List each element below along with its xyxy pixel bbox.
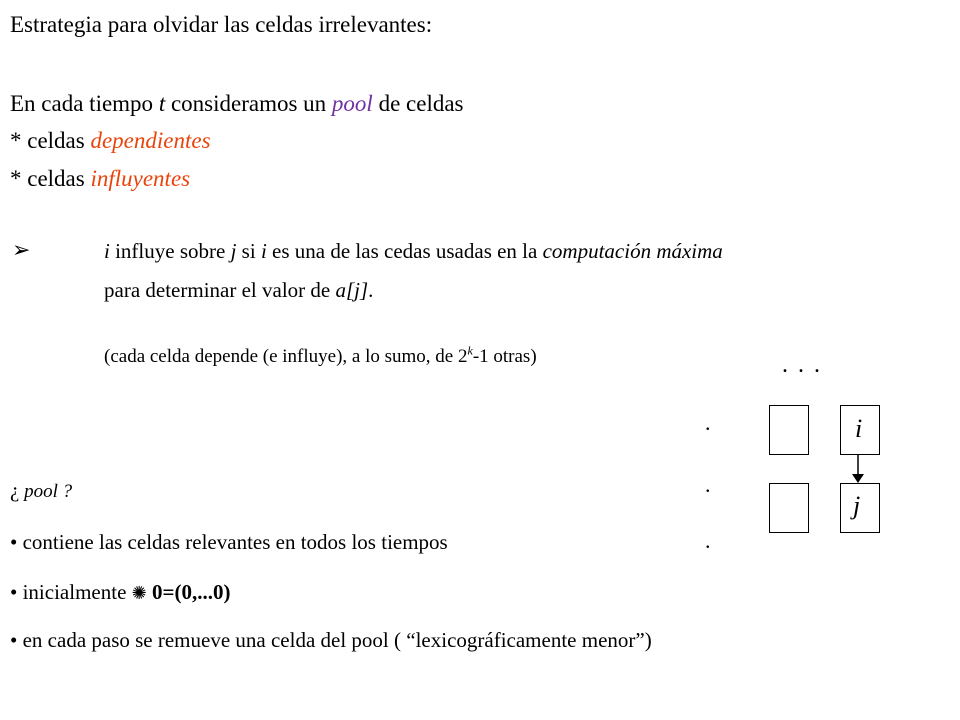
arrow-bullet-icon: ➢ [12,238,31,263]
cell-box-top-left [769,405,809,455]
bullet-inicialmente-prefix: • inicialmente [10,580,132,604]
arrow-item-line2 [104,278,373,303]
question-pool: pool ? [19,481,73,502]
cell-box-bottom-left [769,483,809,533]
arrow-text-2: si [236,239,261,263]
arrow-line2-prefix: para determinar el valor de [104,278,336,302]
arrow-text-3: es una de las cedas usadas en la [266,239,543,263]
initial-value: 0=(0,...0) [146,580,231,604]
pool-word: pool [331,91,373,116]
bullet-dependientes [10,128,211,154]
var-j: j [230,239,237,263]
arrow-down-icon [848,455,868,485]
var-i: i [104,239,110,263]
time-variable: t [158,91,166,116]
influyentes-word: influyentes [90,166,191,191]
vertical-dot-2: . [705,472,711,497]
note-line [104,343,537,368]
pool-line-prefix: En cada tiempo [10,91,159,116]
note-prefix: (cada celda depende (e influye), a lo sumo, de 2 [104,346,468,367]
arrow-line2-suffix: . [368,278,374,302]
horizontal-dots: . . . [782,352,822,378]
arrow-text-1: influye sobre [109,239,231,263]
pool-line-suffix: de celdas [372,91,464,116]
bullet-remueve: • en cada paso se remueve una celda del pool ( “lexicográficamente menor”) [10,628,652,652]
vertical-dot-3: . [705,528,711,553]
bullet-contiene: • contiene las celdas relevantes en todos los tiempos [10,530,448,554]
note-suffix: -1 otras) [472,346,537,367]
computacion-maxima: computación máxima [542,239,723,263]
bullet-influyentes [10,166,190,192]
var-i-2: i [260,239,267,263]
bullet-dependientes-prefix: * celdas [10,128,91,153]
sun-icon: ✺ [131,583,147,604]
arrow-item-line1 [104,239,723,264]
pool-line-middle: consideramos un [165,91,332,116]
vertical-dot-1: . [705,410,711,435]
pool-line [10,91,464,117]
question-mark: ¿ [10,478,20,502]
cell-label-i: i [855,414,863,443]
pool-question [10,478,72,503]
dependientes-word: dependientes [90,128,211,153]
bullet-influyentes-prefix: * celdas [10,166,91,191]
page-title: Estrategia para olvidar las celdas irrelevantes: [10,12,433,37]
note-sup: k [467,343,473,358]
cell-label-j: j [853,491,861,520]
bullet-inicialmente [10,580,230,605]
a-j: a[j] [335,278,369,302]
